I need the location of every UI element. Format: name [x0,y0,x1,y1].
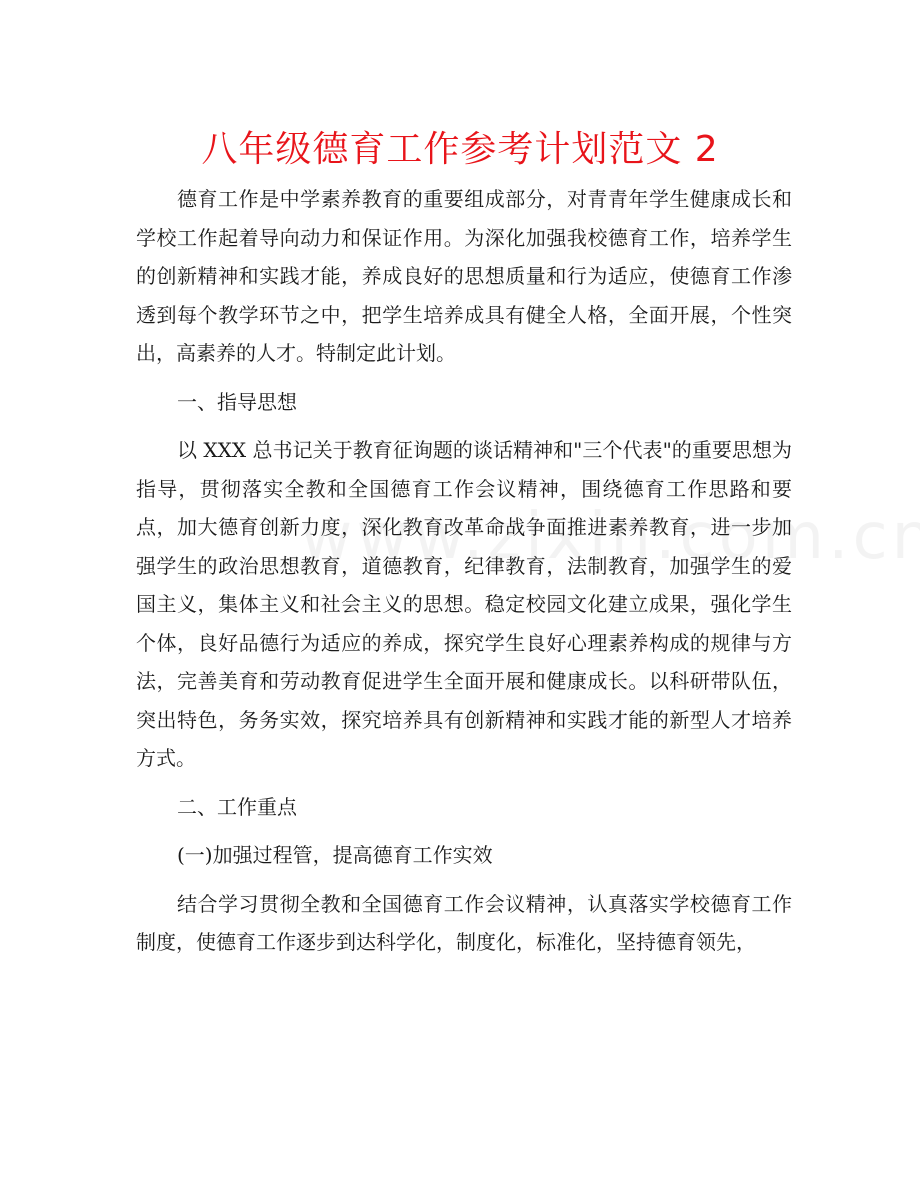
document-body [136,180,792,962]
section-heading-work-focus: 二、工作重点 [177,794,297,819]
subsection-heading-process-management: (一)加强过程管，提高德育工作实效 [177,843,493,867]
guiding-ideology-paragraph: 以 XXX 总书记关于教育征询题的谈话精神和"三个代表"的重要思想为指导，贯彻落实全教和全国德育工作会议精神，围绕德育工作思路和要点，加大德育创新力度，深化教育改革命战争面推进素养教育，进一步加强学生的政治思想教育，道德教育，纪律教育，法制教育，加强学生的爱国主义，集体主义和社会主义的思想。稳定校园文化建立成果，强化学生个体，良好品德行为适应的养成，探究学生良好心理素养构成的规律与方法，完善美育和劳动教育促进学生全面开展和健康成长。以科研带队伍，突出特色，务务实效，探究培养具有创新精神和实践才能的新型人才培养方式。 [136,438,792,770]
intro-paragraph: 德育工作是中学素养教育的重要组成部分，对青青年学生健康成长和学校工作起着导向动力和保证作用。为深化加强我校德育工作，培养学生的创新精神和实践才能，养成良好的思想质量和行为适应，使德育工作渗透到每个教学环节之中，把学生培养成具有健全人格，全面开展，个性突出，高素养的人才。特制定此计划。 [136,187,792,365]
section-heading-guiding-ideology: 一、指导思想 [177,389,297,414]
process-management-paragraph: 结合学习贯彻全教和全国德育工作会议精神，认真落实学校德育工作制度，使德育工作逐步到达科学化，制度化，标准化，坚持德育领先， [136,891,792,954]
document-title: 八年级德育工作参考计划范文 2 [201,129,719,170]
